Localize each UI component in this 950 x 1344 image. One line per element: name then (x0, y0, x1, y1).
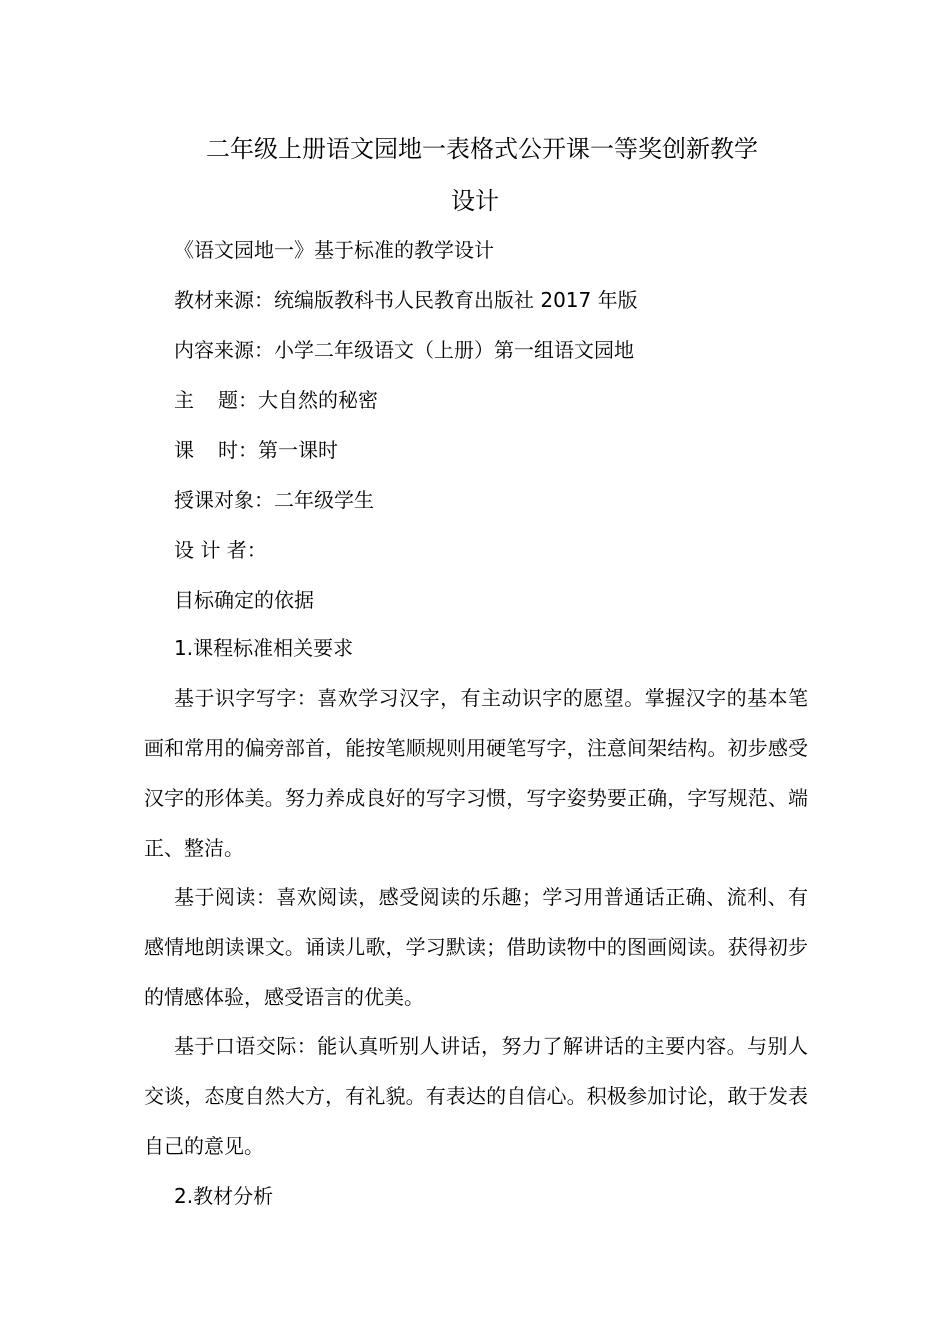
field-theme (174, 386, 378, 414)
field-label: 内容来源： (174, 338, 274, 362)
field-period (174, 436, 338, 464)
field-designer: 设 计 者： (174, 538, 267, 562)
section-heading-curriculum: 1.课程标准相关要求 (174, 636, 354, 660)
document-title-line-2: 设计 (451, 187, 499, 215)
paragraph-literacy: 基于识字写字：喜欢学习汉字，有主动识字的愿望。掌握汉字的基本笔画和常用的偏旁部首，能按笔顺规则用硬笔写字，注意间架结构。初步感受汉字的形体美。努力养成良好的写字习惯，写字姿势要正确，字写规范、端正、整洁。 (144, 686, 808, 860)
section-heading-textbook-analysis: 2.教材分析 (174, 1184, 274, 1208)
paragraph-oral-communication: 基于口语交际：能认真听别人讲话，努力了解讲话的主要内容。与别人交谈，态度自然大方，有礼貌。有表达的自信心。积极参加讨论，敢于发表自己的意见。 (144, 1034, 808, 1158)
field-audience (174, 486, 374, 514)
field-label: 授课对象： (174, 488, 274, 512)
field-label: 主 (174, 388, 194, 412)
field-value: 二年级学生 (274, 488, 374, 512)
field-label: 时： (218, 438, 258, 462)
field-label: 教材来源： (174, 288, 274, 312)
field-label: 题： (218, 388, 258, 412)
field-value: 小学二年级语文（上册）第一组语文园地 (274, 338, 634, 362)
field-value: 统编版教科书人民教育出版社 2017 年版 (274, 288, 638, 312)
document-title-line-1: 二年级上册语文园地一表格式公开课一等奖创新教学 (206, 135, 758, 163)
field-content-source (174, 336, 634, 364)
subtitle: 《语文园地一》基于标准的教学设计 (174, 238, 494, 262)
field-value: 大自然的秘密 (258, 388, 378, 412)
paragraph-reading: 基于阅读：喜欢阅读，感受阅读的乐趣；学习用普通话正确、流利、有感情地朗读课文。诵读儿歌，学习默读；借助读物中的图画阅读。获得初步的情感体验，感受语言的优美。 (144, 885, 808, 1009)
field-label: 课 (174, 438, 194, 462)
section-heading-basis: 目标确定的依据 (174, 588, 314, 612)
field-textbook-source (174, 286, 638, 314)
field-value: 第一课时 (258, 438, 338, 462)
